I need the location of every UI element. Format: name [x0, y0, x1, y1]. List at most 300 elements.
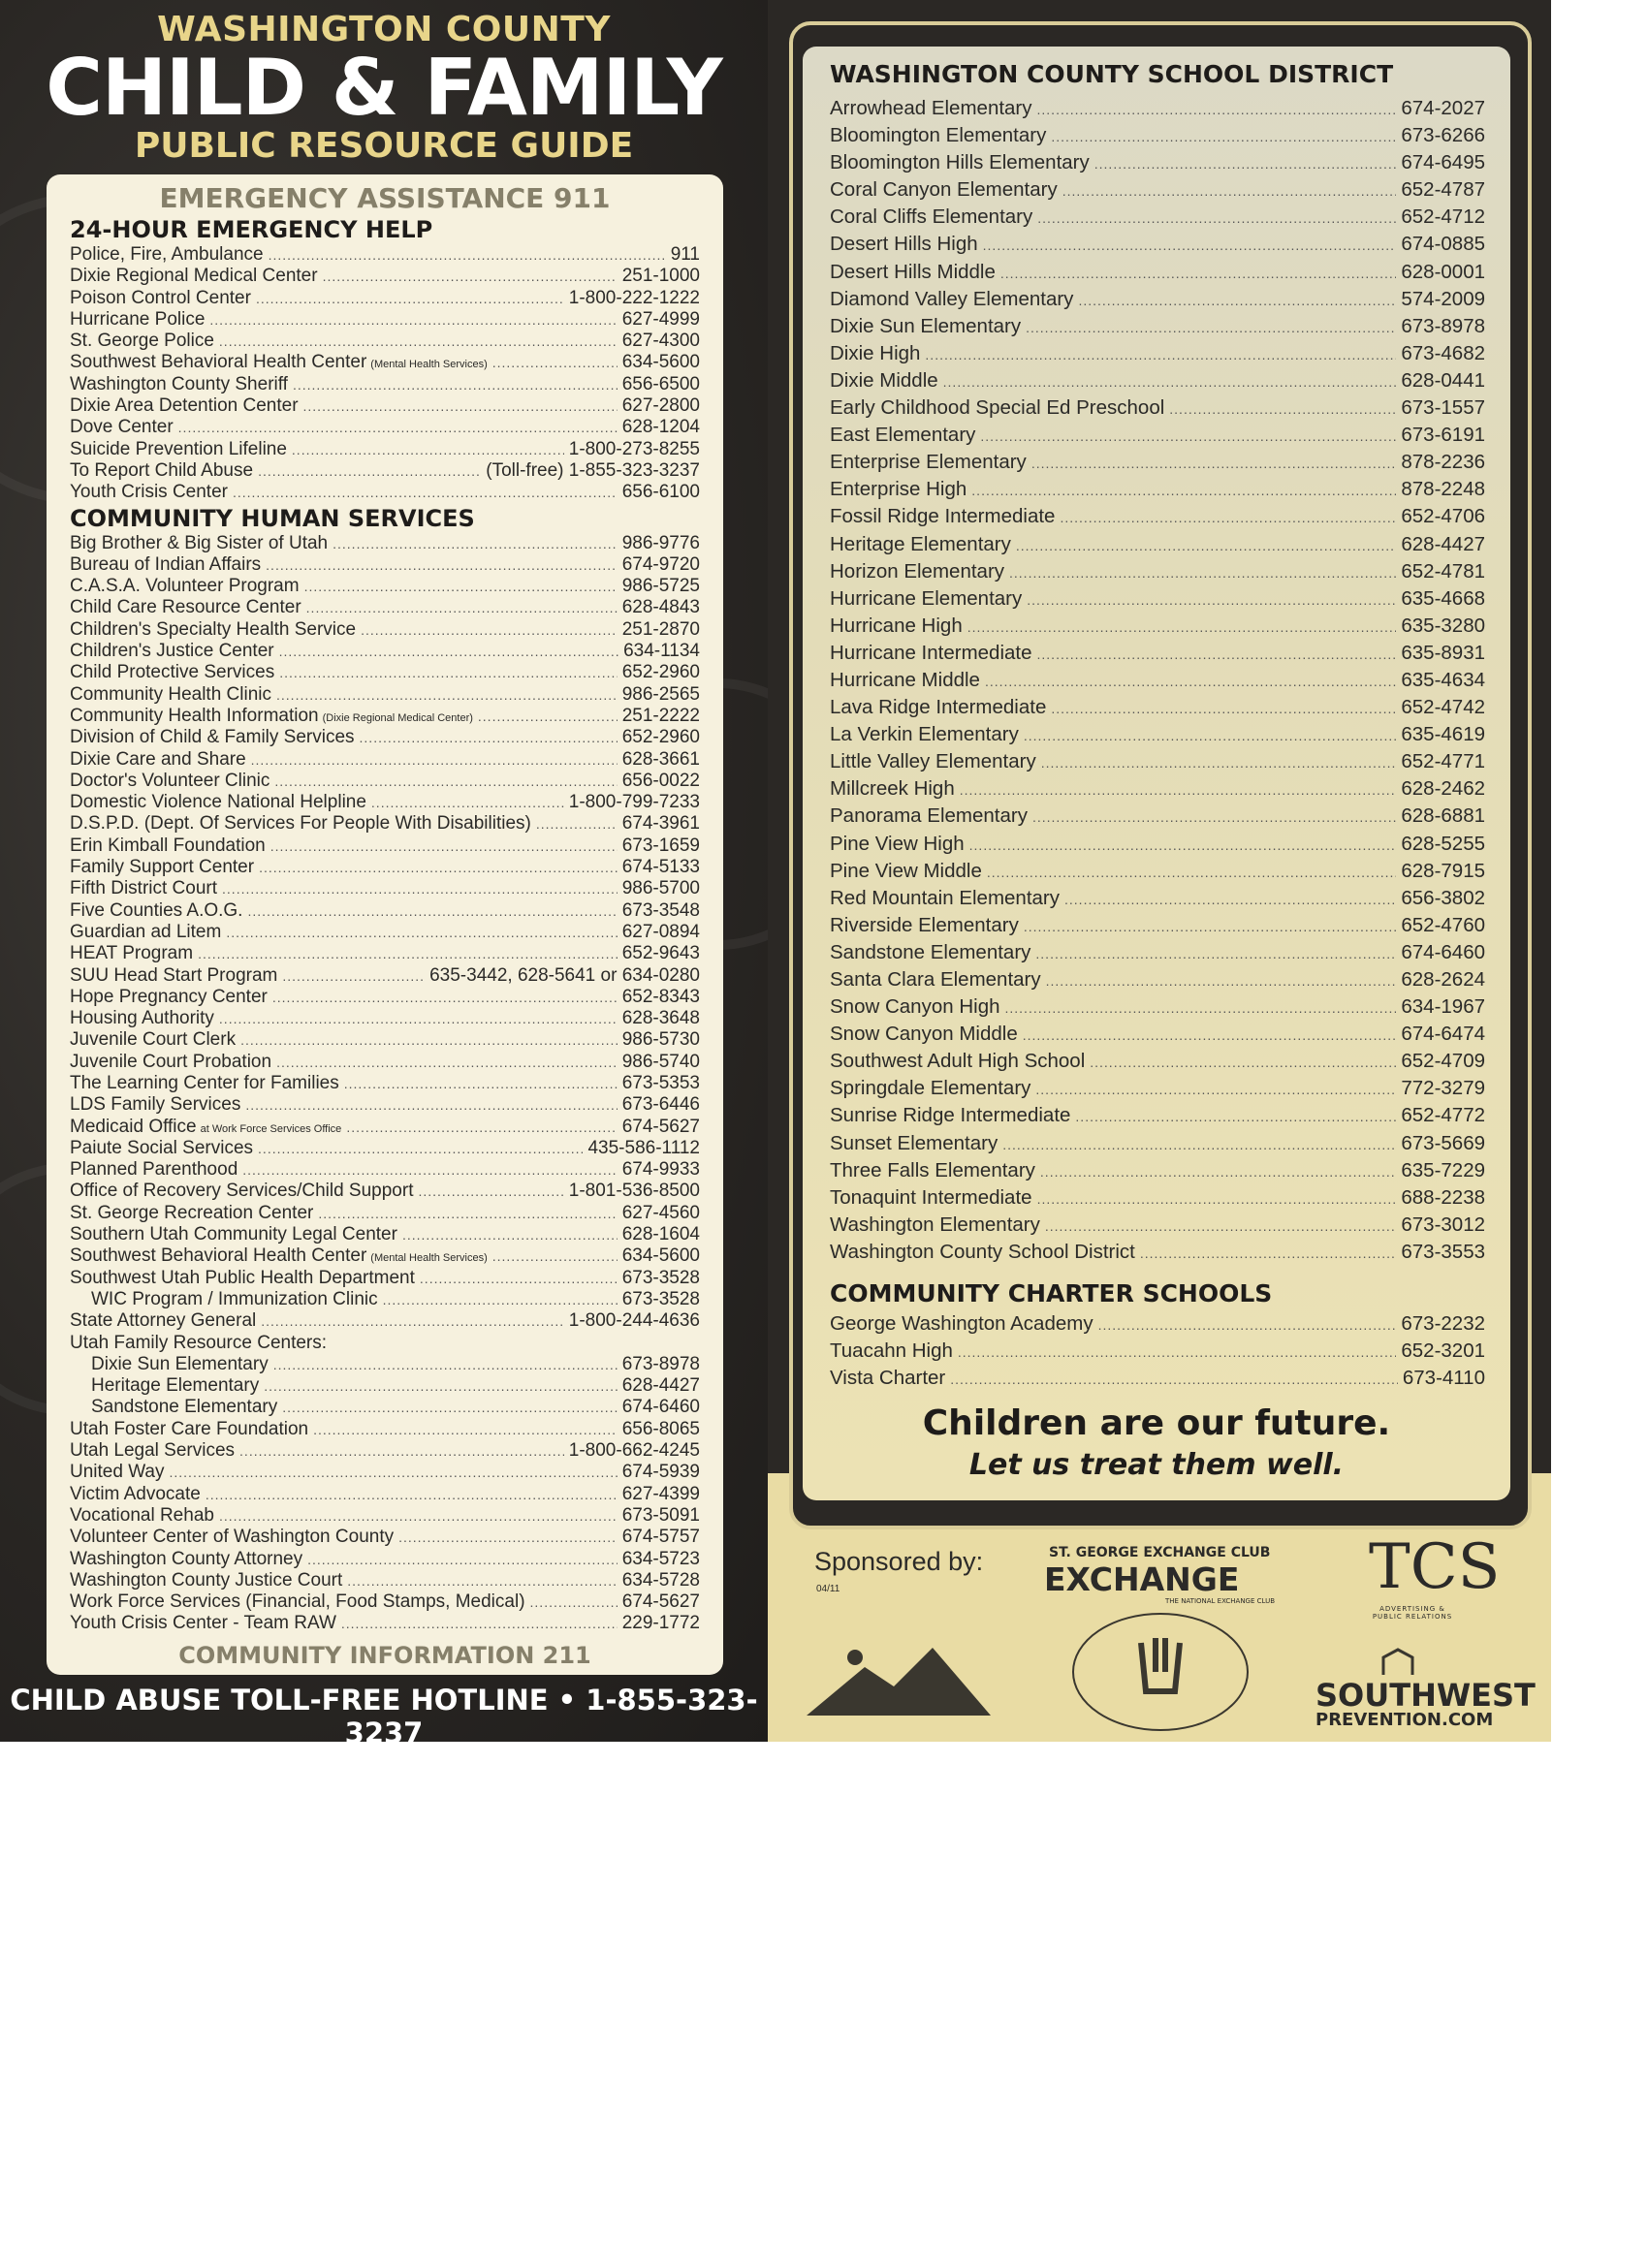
dot-leader [233, 485, 618, 500]
item-name: Fossil Ridge Intermediate [830, 505, 1056, 528]
item-phone: 674-0885 [1401, 233, 1485, 256]
dot-leader [950, 1371, 1398, 1387]
community-info: COMMUNITY INFORMATION 211 [178, 1642, 591, 1669]
item-phone: 627-4300 [621, 331, 700, 352]
dot-leader [987, 865, 1396, 880]
item-phone: 673-1557 [1401, 396, 1485, 420]
item-phone: 986-2565 [621, 683, 700, 705]
item-phone: 656-0022 [621, 770, 700, 791]
item-phone: 628-2624 [1401, 968, 1485, 991]
dot-leader [1169, 401, 1396, 417]
dot-leader [304, 579, 618, 594]
item-name: Three Falls Elementary [830, 1158, 1035, 1181]
dot-leader [272, 990, 618, 1005]
dot-leader [276, 687, 618, 703]
list-item [830, 777, 1485, 804]
item-phone: 673-8978 [621, 1353, 700, 1374]
dot-leader [292, 442, 564, 457]
list-item [70, 1397, 700, 1418]
item-phone: 673-1659 [621, 835, 700, 856]
item-phone: 635-8931 [1401, 641, 1485, 664]
item-name: Panorama Elementary [830, 804, 1028, 828]
item-name: East Elementary [830, 424, 976, 447]
header-subtitle: PUBLIC RESOURCE GUIDE [134, 126, 634, 166]
item-name: La Verkin Elementary [830, 723, 1019, 746]
item-phone: 656-6100 [621, 482, 700, 503]
item-name: Erin Kimball Foundation [70, 835, 266, 856]
item-phone: 673-3548 [621, 899, 700, 921]
item-name: Snow Canyon High [830, 995, 1000, 1019]
item-name: Millcreek High [830, 777, 955, 801]
school-district-heading: WASHINGTON COUNTY SCHOOL DISTRICT [830, 60, 1394, 88]
item-name: Washington County Justice Court [70, 1569, 343, 1591]
list-item [830, 995, 1485, 1023]
item-phone: 674-9933 [621, 1159, 700, 1181]
item-name: Sunrise Ridge Intermediate [830, 1104, 1071, 1127]
dot-leader [276, 1055, 618, 1070]
dot-leader [341, 1616, 618, 1631]
item-phone: 986-5725 [621, 576, 700, 597]
item-name: Fifth District Court [70, 878, 218, 899]
item-name: Division of Child & Family Services [70, 727, 355, 748]
list-item [70, 576, 700, 597]
item-name: Medicaid Office [70, 1116, 197, 1137]
dot-leader [245, 1097, 617, 1113]
item-name: Tonaquint Intermediate [830, 1185, 1032, 1209]
dot-leader [960, 782, 1397, 798]
item-name: Washington Elementary [830, 1213, 1040, 1236]
list-item [70, 417, 700, 438]
item-name: C.A.S.A. Volunteer Program [70, 576, 300, 597]
house-icon [1379, 1648, 1417, 1677]
list-item [70, 900, 700, 922]
item-phone: 674-5939 [621, 1462, 700, 1483]
item-note: (Dixie Regional Medical Center) [322, 711, 473, 724]
dot-leader [1040, 1164, 1396, 1180]
item-name: Police, Fire, Ambulance [70, 244, 264, 265]
item-phone: 627-4999 [621, 308, 700, 330]
list-item [830, 696, 1485, 723]
header-county: WASHINGTON COUNTY [157, 10, 611, 49]
item-name: Snow Canyon Middle [830, 1023, 1018, 1046]
list-item [70, 1138, 700, 1159]
item-name: Diamond Valley Elementary [830, 287, 1074, 310]
dot-leader [1016, 538, 1396, 553]
item-phone: 673-5091 [621, 1504, 700, 1526]
item-name: Santa Clara Elementary [830, 968, 1041, 991]
item-phone: 627-0894 [621, 921, 700, 942]
item-name: Washington County Attorney [70, 1548, 303, 1569]
dot-leader [980, 428, 1396, 444]
item-phone: 652-2960 [621, 662, 700, 683]
right-panel [768, 0, 1551, 1742]
item-name: Community Health Information [70, 705, 319, 726]
list-item [830, 560, 1485, 587]
exchange-sub: THE NATIONAL EXCHANGE CLUB [1165, 1597, 1275, 1605]
dot-leader [1024, 919, 1397, 934]
item-phone: 772-3279 [1401, 1077, 1485, 1100]
dot-leader [478, 709, 618, 724]
list-item [70, 1117, 700, 1138]
list-item [70, 309, 700, 331]
item-name: Big Brother & Big Sister of Utah [70, 532, 329, 553]
item-phone: 635-4619 [1401, 723, 1485, 746]
dot-leader [1041, 755, 1397, 771]
item-name: Desert Hills Middle [830, 260, 996, 283]
item-phone: 435-586-1112 [587, 1137, 700, 1158]
item-phone: 627-2800 [621, 395, 700, 417]
item-phone: 673-3528 [621, 1267, 700, 1288]
list-item [830, 369, 1485, 396]
dot-leader [983, 237, 1397, 253]
list-item [70, 439, 700, 460]
list-item [70, 1310, 700, 1332]
list-item [70, 749, 700, 771]
dot-leader [270, 838, 618, 854]
item-name: Southwest Utah Public Health Department [70, 1267, 415, 1288]
list-item [70, 684, 700, 706]
list-item [70, 1289, 700, 1310]
list-item [830, 1159, 1485, 1186]
dot-leader [256, 291, 564, 306]
dot-leader [1009, 565, 1396, 581]
list-item [70, 1159, 700, 1181]
dot-leader [969, 837, 1397, 853]
dot-leader [206, 1487, 618, 1502]
list-item [830, 614, 1485, 642]
slogan-line-2: Let us treat them well. [968, 1448, 1345, 1482]
dot-leader [264, 1378, 618, 1394]
list-item [830, 178, 1485, 205]
list-item [830, 804, 1485, 832]
item-phone: 673-6191 [1401, 424, 1485, 447]
item-phone: 634-5728 [621, 1569, 700, 1591]
slogan-line-1: Children are our future. [922, 1403, 1391, 1443]
dot-leader [303, 398, 618, 414]
list-item [70, 352, 700, 373]
item-name: Dixie Sun Elementary [830, 314, 1022, 337]
item-name: Domestic Violence National Helpline [70, 792, 366, 813]
dot-leader [242, 1162, 617, 1178]
list-item [70, 1570, 700, 1591]
item-name: Juvenile Court Clerk [70, 1029, 237, 1051]
item-name: LDS Family Services [70, 1094, 241, 1116]
list-item [70, 878, 700, 899]
list-item [830, 1213, 1485, 1241]
hotline-banner: CHILD ABUSE TOLL-FREE HOTLINE • 1-855-323-3237 [10, 1684, 758, 1749]
item-phone: 986-9776 [621, 532, 700, 553]
item-phone: 652-4772 [1401, 1104, 1485, 1127]
list-item [70, 597, 700, 618]
dot-leader [344, 1076, 618, 1091]
item-phone: 635-3280 [1401, 614, 1485, 637]
dot-leader [346, 1119, 617, 1135]
list-item [70, 771, 700, 792]
item-phone: 674-5627 [621, 1116, 700, 1137]
dot-leader [247, 903, 617, 919]
item-phone: 628-0441 [1401, 368, 1485, 392]
item-phone: 1-801-536-8500 [568, 1181, 700, 1202]
item-name: D.S.P.D. (Dept. Of Services For People With Disabilities) [70, 813, 531, 835]
dot-leader [258, 1141, 583, 1156]
item-name: WIC Program / Immunization Clinic [91, 1288, 378, 1309]
item-name: Southwest Behavioral Health Center [70, 1245, 367, 1267]
list-item [830, 833, 1485, 860]
dot-leader [1064, 892, 1396, 907]
dot-leader [347, 1573, 617, 1589]
item-name: United Way [70, 1462, 165, 1483]
item-phone: 674-6474 [1401, 1023, 1485, 1046]
list-item [70, 792, 700, 813]
item-name: Hope Pregnancy Center [70, 986, 268, 1007]
item-name: Bloomington Hills Elementary [830, 151, 1090, 174]
resource-card [47, 174, 723, 1675]
list-item [830, 451, 1485, 478]
item-phone: 635-4668 [1401, 586, 1485, 610]
item-phone: 652-4787 [1401, 178, 1485, 202]
dot-leader [307, 1552, 618, 1567]
item-name: Coral Cliffs Elementary [830, 205, 1033, 229]
list-item [70, 943, 700, 964]
list-item [70, 1029, 700, 1051]
item-phone: 673-8978 [1401, 314, 1485, 337]
item-phone: 635-4634 [1401, 668, 1485, 691]
dot-leader [1035, 946, 1396, 961]
list-item [70, 1008, 700, 1029]
item-phone: 634-1967 [1401, 995, 1485, 1019]
dot-leader [1060, 510, 1396, 525]
item-phone: 673-3553 [1401, 1240, 1485, 1263]
item-name: Lava Ridge Intermediate [830, 696, 1047, 719]
item-phone: 674-3961 [621, 813, 700, 835]
item-name: Hurricane Middle [830, 668, 980, 691]
dot-leader [1027, 592, 1396, 608]
list-item [830, 424, 1485, 451]
list-item [830, 205, 1485, 233]
list-item [70, 662, 700, 683]
list-item [830, 505, 1485, 532]
tcs-logo: TCS [1369, 1531, 1501, 1603]
item-name: Desert Hills High [830, 233, 978, 256]
dot-leader [239, 1443, 564, 1459]
list-item [70, 533, 700, 554]
item-name: Bureau of Indian Affairs [70, 553, 262, 575]
dot-leader [420, 1271, 618, 1286]
dot-leader [371, 795, 564, 810]
left-sections [70, 215, 700, 1635]
dot-leader [306, 600, 618, 615]
list-item [70, 922, 700, 943]
left-panel [0, 0, 768, 1749]
item-phone: 911 [670, 244, 700, 265]
dot-leader [958, 1344, 1396, 1360]
list-item [70, 619, 700, 641]
item-name: Hurricane Police [70, 308, 206, 330]
list-item [70, 1375, 700, 1397]
item-phone: 1-800-222-1222 [568, 287, 700, 308]
item-name: Pine View High [830, 832, 965, 855]
item-name: State Attorney General [70, 1310, 257, 1332]
dot-leader [383, 1292, 618, 1307]
item-name: Suicide Prevention Lifeline [70, 438, 287, 459]
dot-leader [1051, 129, 1396, 144]
dot-leader [1140, 1245, 1397, 1261]
item-name: Hurricane Elementary [830, 586, 1023, 610]
list-item [830, 1367, 1485, 1394]
item-phone: 634-5723 [621, 1548, 700, 1569]
list-item [830, 914, 1485, 941]
item-phone: 627-4560 [621, 1202, 700, 1223]
item-name: Enterprise High [830, 478, 967, 501]
dot-leader [219, 333, 618, 349]
item-phone: 634-5600 [621, 1245, 700, 1267]
item-phone: 635-7229 [1401, 1158, 1485, 1181]
list-item [70, 374, 700, 395]
item-phone: 251-2222 [621, 705, 700, 726]
item-phone: 652-4712 [1401, 205, 1485, 229]
list-item [70, 1591, 700, 1613]
list-item [830, 97, 1485, 124]
item-name: Vocational Rehab [70, 1504, 214, 1526]
item-phone: 986-5730 [621, 1029, 700, 1051]
item-name: Southwest Behavioral Health Center [70, 352, 367, 373]
item-note: (Mental Health Services) [370, 1252, 488, 1265]
item-name: Planned Parenthood [70, 1159, 238, 1181]
item-phone: 574-2009 [1401, 287, 1485, 310]
item-phone: 878-2248 [1401, 478, 1485, 501]
item-name: Youth Crisis Center [70, 482, 228, 503]
item-phone: 652-9643 [621, 943, 700, 964]
item-name: Early Childhood Special Ed Preschool [830, 396, 1165, 420]
dot-leader [1023, 1027, 1397, 1043]
item-name: Hurricane High [830, 614, 963, 637]
dot-leader [274, 773, 617, 789]
item-phone: 251-1000 [621, 266, 700, 287]
dot-leader [1098, 1317, 1397, 1333]
list-item [70, 706, 700, 727]
list-item [830, 1023, 1485, 1050]
list-item [830, 124, 1485, 151]
dot-leader [985, 674, 1396, 689]
list-item [70, 460, 700, 482]
item-phone: 229-1772 [621, 1613, 700, 1634]
dot-leader [269, 247, 666, 263]
item-phone: 656-3802 [1401, 886, 1485, 909]
item-phone: 627-4399 [621, 1483, 700, 1504]
childrens-justice-center-logo-icon [1063, 1604, 1257, 1740]
item-phone: 656-8065 [621, 1418, 700, 1439]
dot-leader [209, 312, 617, 328]
list-item [830, 1132, 1485, 1159]
item-name: Pine View Middle [830, 859, 982, 882]
list-item [70, 1419, 700, 1440]
section-heading: 24-HOUR EMERGENCY HELP [70, 216, 433, 243]
dot-leader [530, 1594, 618, 1610]
list-item [830, 478, 1485, 505]
item-phone: 628-4427 [1401, 532, 1485, 555]
dot-leader [226, 925, 617, 940]
list-item [70, 1073, 700, 1094]
list-item [830, 669, 1485, 696]
item-phone: 652-4771 [1401, 750, 1485, 773]
item-phone: 634-1134 [623, 641, 700, 662]
dot-leader [925, 347, 1396, 362]
list-item [70, 244, 700, 266]
list-item [70, 1224, 700, 1245]
item-phone: (Toll-free) 1-855-323-3237 [486, 459, 700, 481]
item-phone: 628-4843 [621, 597, 700, 618]
item-phone: 1-800-273-8255 [568, 438, 700, 459]
item-name: Dove Center [70, 417, 174, 438]
list-item [70, 1354, 700, 1375]
dot-leader [1026, 320, 1396, 335]
item-phone: 674-6495 [1401, 151, 1485, 174]
item-phone: 652-4706 [1401, 505, 1485, 528]
item-phone: 674-9720 [621, 553, 700, 575]
list-item [830, 233, 1485, 260]
list-item [70, 987, 700, 1008]
item-phone: 673-4682 [1401, 341, 1485, 364]
dot-leader [1024, 728, 1397, 743]
dot-leader [219, 1508, 618, 1524]
item-name: Utah Foster Care Foundation [70, 1418, 309, 1439]
item-phone: 674-5627 [621, 1591, 700, 1613]
item-name: Little Valley Elementary [830, 750, 1036, 773]
list-item [70, 641, 700, 662]
dot-leader [282, 968, 425, 984]
list-item [830, 1339, 1485, 1367]
dot-leader [398, 1529, 618, 1545]
dot-leader [258, 463, 481, 479]
item-name: Guardian ad Litem [70, 921, 222, 942]
item-phone: 674-2027 [1401, 97, 1485, 119]
item-name: Heritage Elementary [91, 1375, 260, 1397]
item-name: HEAT Program [70, 943, 194, 964]
item-name: Washington County Sheriff [70, 373, 288, 394]
item-phone: 688-2238 [1401, 1185, 1485, 1209]
item-name: Arrowhead Elementary [830, 97, 1032, 119]
dot-leader [418, 1183, 563, 1199]
item-name: Community Health Clinic [70, 683, 272, 705]
dot-leader [1037, 210, 1396, 226]
item-name: Hurricane Intermediate [830, 641, 1032, 664]
dot-leader [967, 619, 1397, 635]
item-phone: 635-3442, 628-5641 or 634-0280 [429, 964, 700, 986]
list-item [70, 1094, 700, 1116]
list-item [70, 1333, 700, 1354]
item-name: George Washington Academy [830, 1312, 1093, 1335]
item-phone: 674-5757 [621, 1527, 700, 1548]
list-item [70, 1613, 700, 1634]
list-item [70, 482, 700, 503]
item-name: Work Force Services (Financial, Food Stamps, Medical) [70, 1591, 525, 1613]
item-phone: 628-1204 [621, 417, 700, 438]
item-phone: 986-5740 [621, 1051, 700, 1072]
list-item [830, 723, 1485, 750]
print-code: 04/11 [816, 1584, 840, 1594]
list-item [70, 266, 700, 287]
item-phone: 628-5255 [1401, 832, 1485, 855]
dot-leader [178, 420, 618, 435]
southwest-prevention-sub: PREVENTION.COM [1315, 1710, 1494, 1730]
item-phone: 652-2960 [621, 727, 700, 748]
item-phone: 1-800-799-7233 [568, 792, 700, 813]
item-phone: 628-4427 [621, 1375, 700, 1397]
item-name: Child Care Resource Center [70, 597, 301, 618]
dot-leader [1035, 1082, 1396, 1097]
list-item [70, 1440, 700, 1462]
item-name: Sandstone Elementary [830, 940, 1031, 963]
